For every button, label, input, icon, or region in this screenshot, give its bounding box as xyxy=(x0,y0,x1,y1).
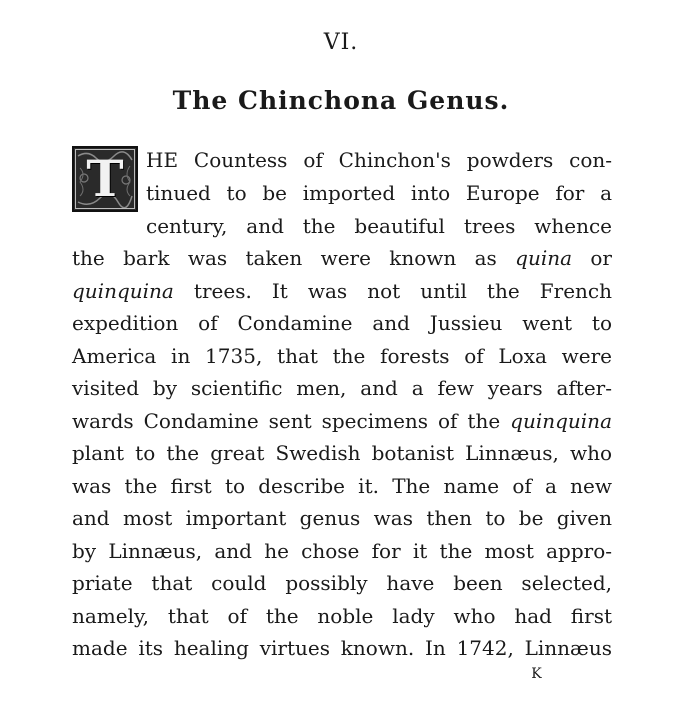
text-segment: century, and the beautiful trees whence xyxy=(146,214,612,238)
text-segment: made its healing virtues known. In 1742, Linnæus xyxy=(72,636,612,660)
text-line xyxy=(72,474,612,498)
text-line xyxy=(146,181,612,205)
text-line xyxy=(72,571,612,595)
chapter-title: The Chinchona Genus. xyxy=(172,86,510,115)
text-segment: and most important genus was then to be given xyxy=(72,506,612,530)
text-segment: wards Condamine sent specimens of the xyxy=(72,409,511,433)
text-segment: tinued to be imported into Europe for a xyxy=(146,181,612,205)
italic-term: quina xyxy=(515,246,573,270)
text-line xyxy=(72,636,612,660)
text-line xyxy=(72,311,612,335)
text-segment: or xyxy=(572,246,612,270)
text-segment: HE Countess of Chinchon's powders con- xyxy=(146,148,612,172)
text-segment: was the first to describe it. The name of a new xyxy=(72,474,612,498)
text-segment: visited by scientific men, and a few years after- xyxy=(72,376,612,400)
text-line xyxy=(72,441,612,465)
text-segment: plant to the great Swedish botanist Linnæus, who xyxy=(72,441,612,465)
drop-cap-letter: T xyxy=(86,149,124,208)
chapter-number: VI. xyxy=(323,30,359,55)
printer-signature-mark: K xyxy=(531,666,543,682)
text-segment: by Linnæus, and he chose for it the most appro- xyxy=(72,539,612,563)
text-segment: America in 1735, that the forests of Loxa were xyxy=(72,344,612,368)
text-line xyxy=(72,344,612,368)
text-line xyxy=(146,214,612,238)
text-line xyxy=(72,376,612,400)
text-line xyxy=(72,604,612,628)
text-line xyxy=(72,539,612,563)
text-line xyxy=(72,246,612,270)
drop-cap-initial xyxy=(72,146,138,212)
text-line xyxy=(146,148,612,172)
text-segment: priate that could possibly have been selected, xyxy=(72,571,612,595)
text-line xyxy=(72,409,612,433)
text-segment: namely, that of the noble lady who had first xyxy=(72,604,612,628)
text-segment: the bark was taken were known as xyxy=(72,246,516,270)
text-line xyxy=(72,506,612,530)
text-segment: expedition of Condamine and Jussieu went to xyxy=(72,311,612,335)
text-segment: trees. It was not until the French xyxy=(173,279,612,303)
text-line xyxy=(72,279,612,303)
italic-term: quinquina xyxy=(510,409,612,433)
italic-term: quinquina xyxy=(72,279,174,303)
